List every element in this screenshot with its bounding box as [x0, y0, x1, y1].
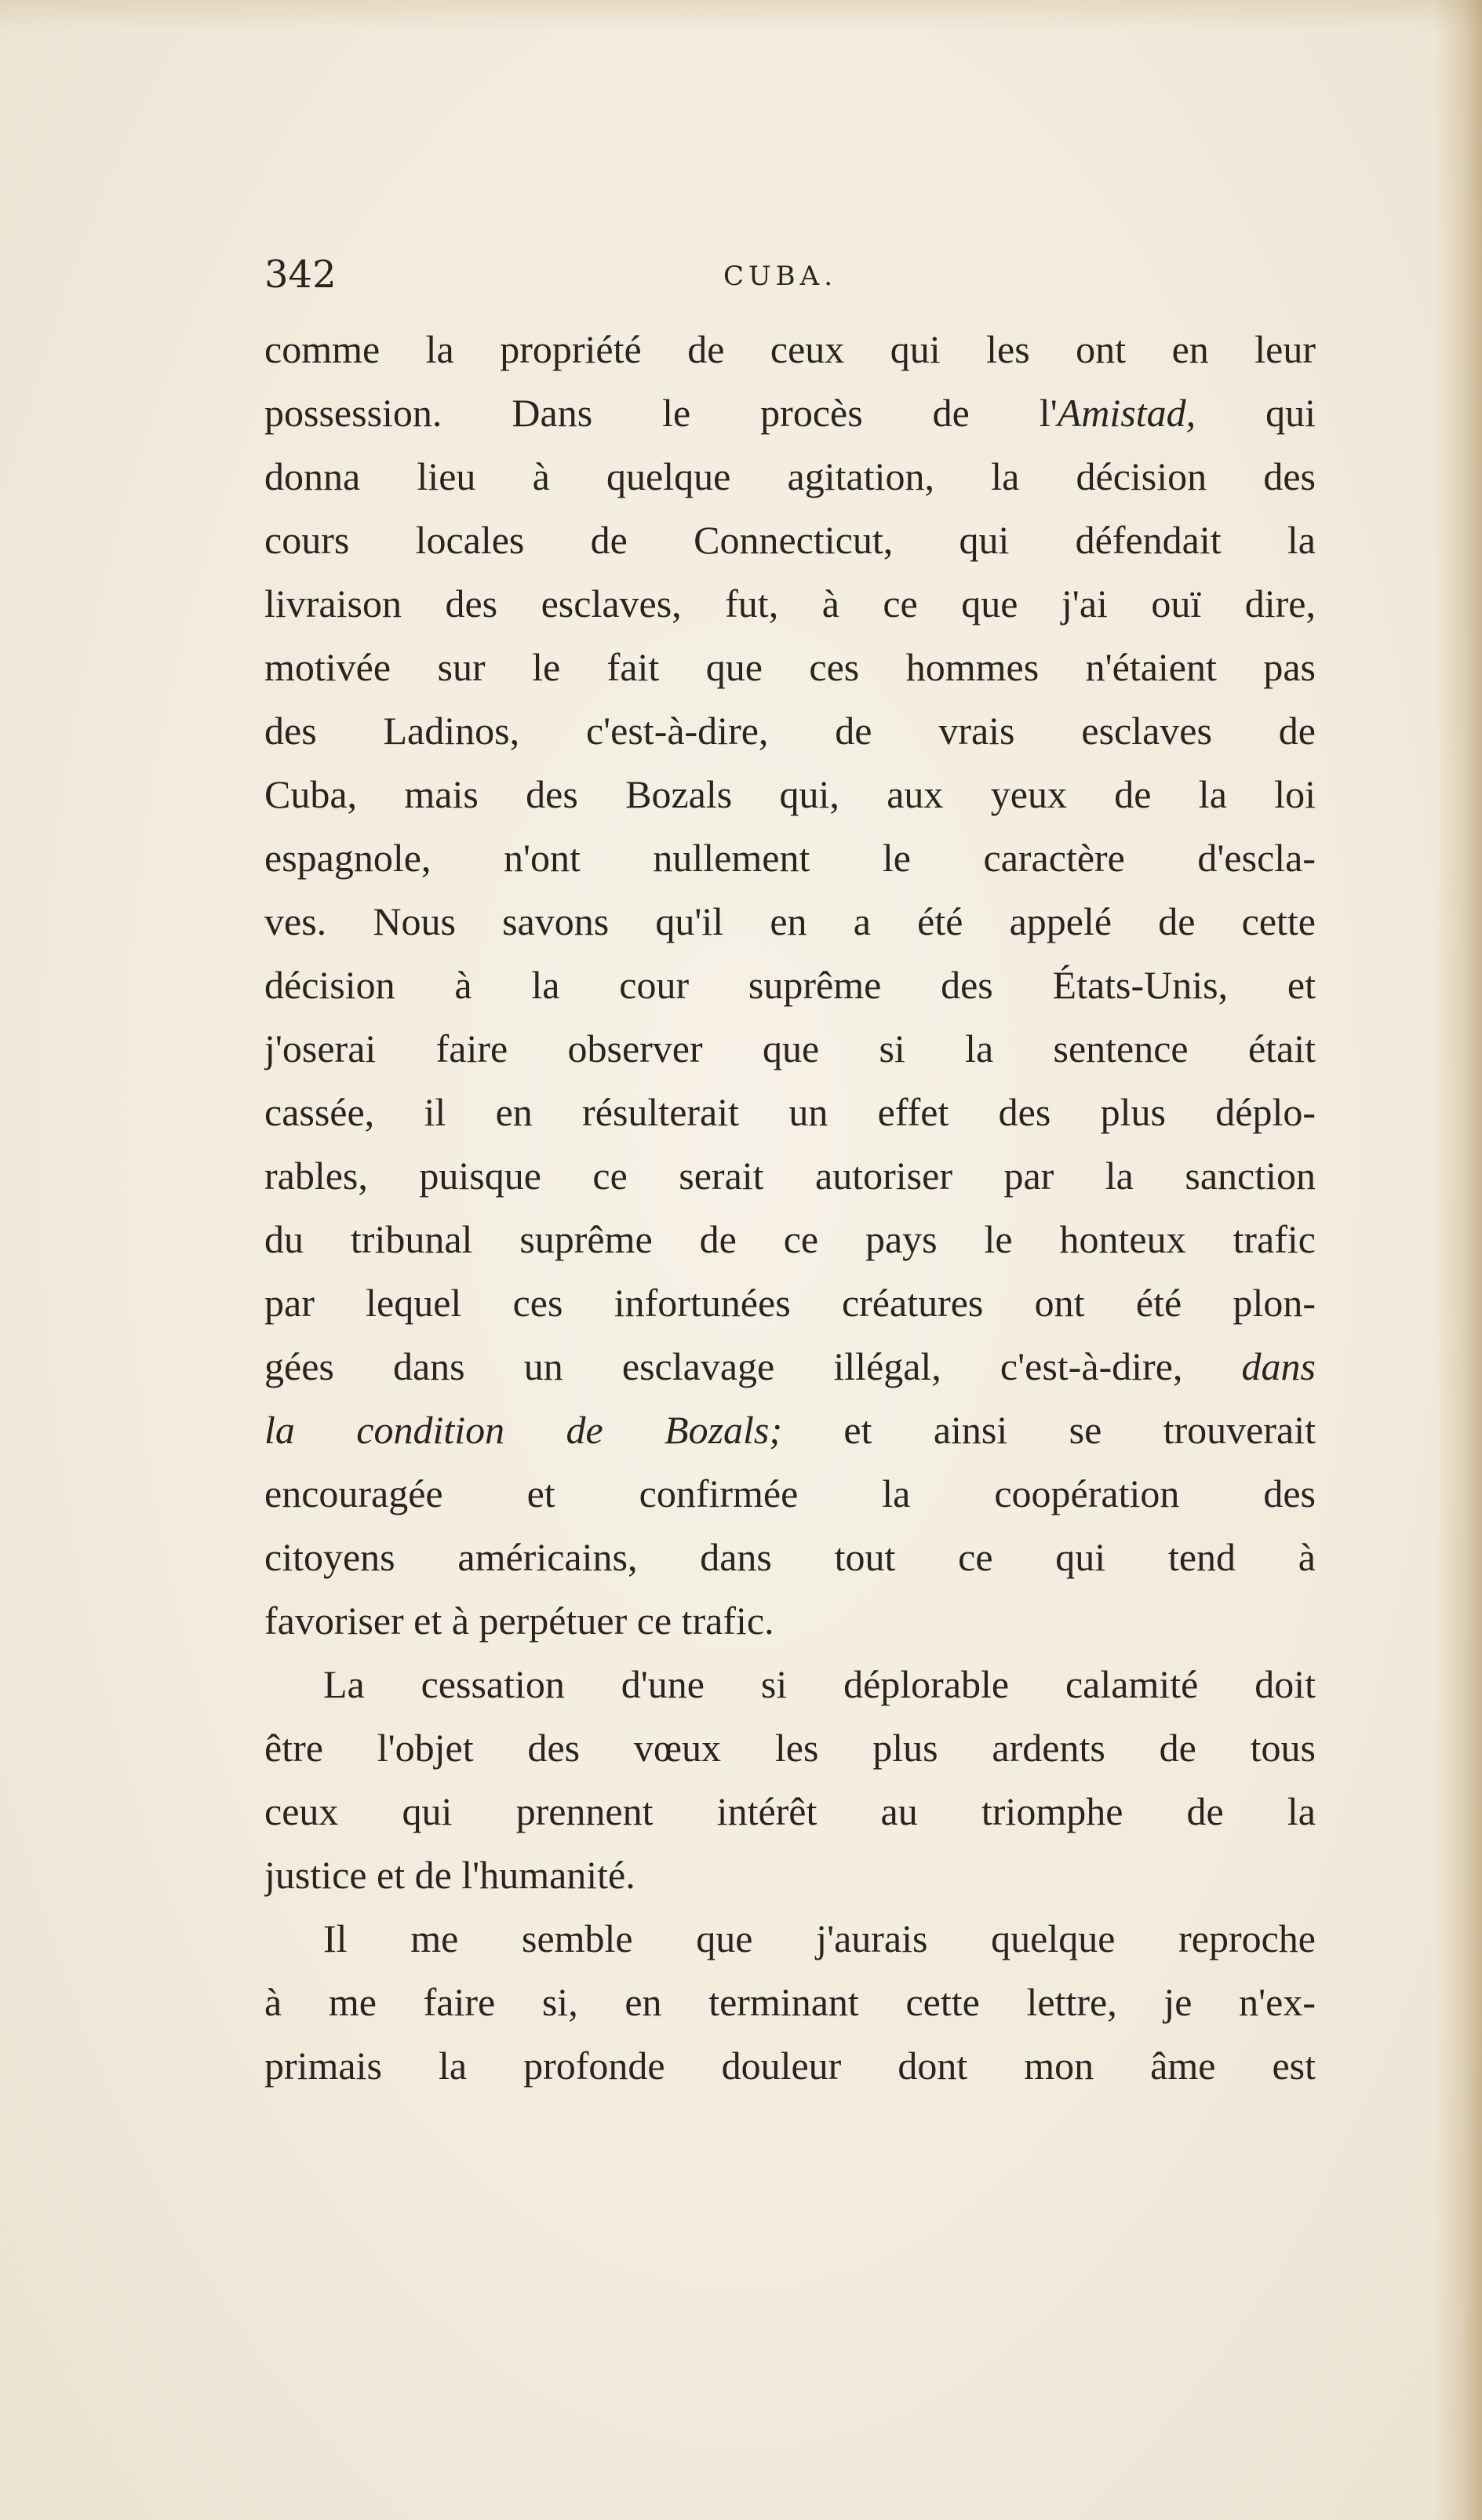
- body-text: [264, 318, 1316, 2098]
- text-line: encouragée et confirmée la coopération des: [264, 1472, 1316, 1515]
- text-line: justice et de l'humanité.: [264, 1853, 635, 1897]
- text-line: citoyens américains, dans tout ce qui tend à: [264, 1535, 1316, 1579]
- text-line: Il me semble que j'aurais quelque reproche: [323, 1916, 1316, 1960]
- text-line: motivée sur le fait que ces hommes n'étaient pas: [264, 645, 1316, 689]
- page-edge-shading-top: [0, 0, 1482, 31]
- italic-phrase: la condition de Bozals;: [264, 1408, 783, 1452]
- text-line: j'oserai faire observer que si la sentence était: [264, 1027, 1316, 1070]
- text-line: à me faire si, en terminant cette lettre, je n'ex-: [264, 1980, 1316, 2024]
- text-line: [264, 381, 1316, 445]
- text-line: espagnole, n'ont nullement le caractère d'escla-: [264, 836, 1316, 880]
- text-line: par lequel ces infortunées créatures ont été plon-: [264, 1281, 1316, 1325]
- text-line: Cuba, mais des Bozals qui, aux yeux de la loi: [264, 772, 1316, 816]
- running-head: CUBA.: [723, 261, 838, 292]
- page-number: 342: [264, 253, 337, 297]
- text-segment: et ainsi se trouverait: [843, 1408, 1316, 1452]
- text-line: favoriser et à perpétuer ce trafic.: [264, 1599, 774, 1643]
- text-line: comme la propriété de ceux qui les ont en leur: [264, 327, 1316, 371]
- text-line: livraison des esclaves, fut, à ce que j'ai ouï dire,: [264, 582, 1316, 625]
- text-line: cours locales de Connecticut, qui défendait la: [264, 518, 1316, 562]
- text-line: décision à la cour suprême des États-Unis, et: [264, 963, 1316, 1007]
- page-header: [264, 251, 1324, 314]
- text-line: La cessation d'une si déplorable calamité doit: [323, 1662, 1316, 1706]
- text-line: [264, 1335, 1316, 1399]
- page-edge-shading-right: [1435, 0, 1482, 2520]
- text-line: rables, puisque ce serait autoriser par la sanction: [264, 1154, 1316, 1198]
- text-line: être l'objet des vœux les plus ardents de tous: [264, 1726, 1316, 1770]
- text-segment: possession. Dans le procès de l': [264, 391, 1058, 435]
- text-segment: gées dans un esclavage illégal, c'est-à-dire,: [264, 1344, 1183, 1388]
- italic-ship-name: Amistad,: [1057, 391, 1196, 435]
- text-line: donna lieu à quelque agitation, la décision des: [264, 454, 1316, 498]
- text-line: des Ladinos, c'est-à-dire, de vrais esclaves de: [264, 709, 1316, 753]
- text-line: cassée, il en résulterait un effet des plus déplo-: [264, 1090, 1316, 1134]
- text-line: [264, 1399, 1316, 1462]
- text-line: ceux qui prennent intérêt au triomphe de la: [264, 1789, 1316, 1833]
- text-segment: qui: [1265, 391, 1316, 435]
- text-line: du tribunal suprême de ce pays le honteux trafic: [264, 1217, 1316, 1261]
- text-line: ves. Nous savons qu'il en a été appelé de cette: [264, 899, 1316, 943]
- text-line: primais la profonde douleur dont mon âme est: [264, 2044, 1316, 2088]
- italic-phrase: dans: [1241, 1344, 1316, 1388]
